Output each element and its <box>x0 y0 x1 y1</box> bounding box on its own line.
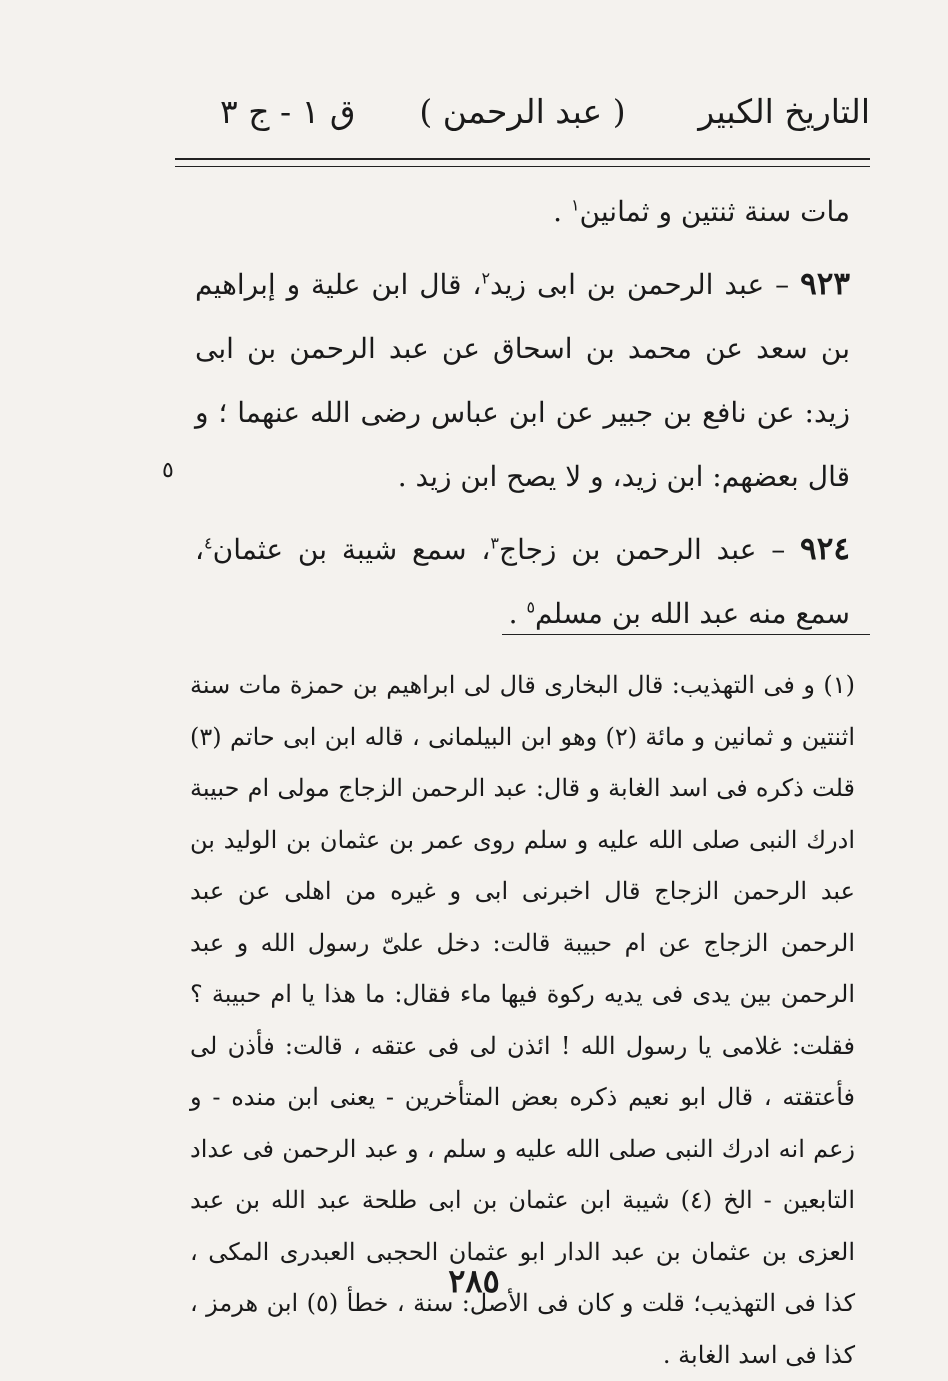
footnote-ref: ١ <box>570 195 580 215</box>
header-book-title: التاريخ الكبير <box>698 92 870 131</box>
running-header <box>175 92 870 142</box>
footnote-text: (١) و فى التهذيب: قال البخارى قال لى ابراهيم بن حمزة مات سنة اثنتين و ثمانين و مائة (٢) وهو ابن البيلمانى ، قاله ابن ابى حاتم (٣) قلت ذكره فى اسد الغابة و قال: عبد الرحمن الزجاج مولى ام حبيبة ادرك النبى صلى الله عليه و سلم روى عمر بن عثمان بن الوليد بن عبد الرحمن الزجاج قال اخبرنى ابى و غيره من اهلى عن عبد الرحمن الزجاج عن ام حبيبة قالت: دخل علىّ رسول الله و عبد الرحمن بين يدى فى يديه ركوة فيها ماء فقال: ما هذا يا ام حبيبة ؟ فقلت: غلامى يا رسول الله ! ائذن لى فى عتقه ، قالت: فأذن لى فأعتقته ، قال ابو نعيم ذكره بعض المتأخرين - يعنى ابن منده - و زعم انه ادرك النبى صلى الله عليه و سلم ، و عبد الرحمن فى عداد التابعين - الخ (٤) شيبة ابن عثمان بن ابى طلحة عبد الله بن عبد العزى بن عثمان بن عبد الدار ابو عثمان الحجبى العبدرى المكى ، كذا فى التهذيب؛ قلت و كان فى الأصل: سنة ، خطأ (٥) ابن هرمز ، كذا فى اسد الغابة . <box>190 671 856 1369</box>
entry-number: ٩٢٤ <box>800 531 850 567</box>
page-number: ٢٨٥ <box>448 1262 500 1300</box>
margin-line-number: ٥ <box>162 458 174 483</box>
entry-924: ٩٢٤ – عبد الرحمن بن زجاج$^٣$، سمع شيبة بن عثمان$^٤$، سمع منه عبد الله بن مسلم$^٥$ . <box>195 531 850 630</box>
footnote-ref: ٥ <box>526 597 536 617</box>
header-rule-thick <box>175 158 870 160</box>
continuation-line: مات سنة ثنتين و ثمانين$^١$ . <box>553 195 850 228</box>
footnote-ref: ٤ <box>204 533 213 553</box>
header-volume-part: ق ١ - ج ٣ <box>220 92 356 131</box>
header-rule-thin <box>175 166 870 167</box>
header-section-name: ( عبد الرحمن ) <box>419 92 626 131</box>
footnote-rule <box>502 634 870 635</box>
main-text <box>195 180 850 646</box>
entry-number: ٩٢٣ <box>800 266 851 302</box>
entry-923: ٩٢٣ – عبد الرحمن بن ابى زيد$^٢$، قال ابن علية و إبراهيم بن سعد عن محمد بن اسحاق عن عبد الرحمن بن ابى زيد: عن نافع بن جبير عن ابن عباس رضى الله عنهما ؛ و قال بعضهم: ابن زيد، و لا يصح ابن زيد . <box>195 266 851 493</box>
footnote-ref: ٣ <box>490 533 499 553</box>
footnote-ref: ٢ <box>481 268 491 288</box>
